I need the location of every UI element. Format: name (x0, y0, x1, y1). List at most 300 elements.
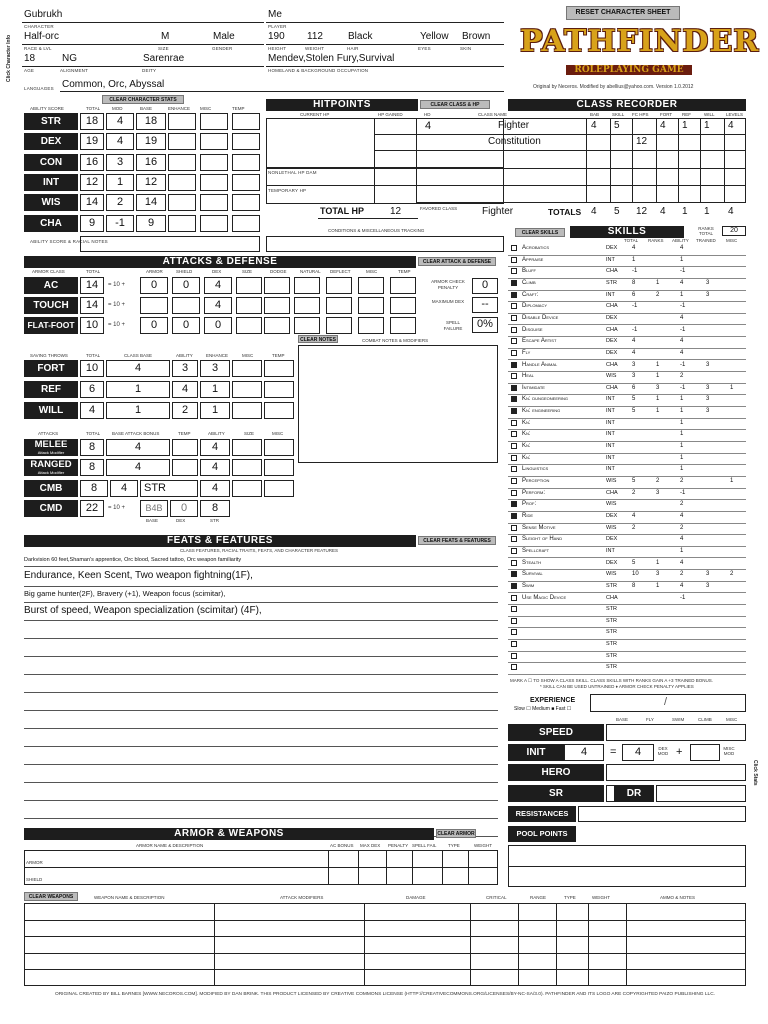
ac-dex[interactable]: 4 (204, 297, 232, 314)
skill-row[interactable] (508, 663, 746, 675)
class-skill[interactable]: 5 (614, 120, 620, 131)
ac-extra[interactable] (326, 317, 352, 334)
ac-shield[interactable]: 0 (172, 317, 200, 334)
xp-speed-options[interactable]: Slow ☐ Medium ■ Fast ☐ (514, 706, 572, 712)
skill-row[interactable] (508, 594, 746, 606)
total-skill[interactable]: 5 (614, 206, 620, 217)
skill-t[interactable]: -1 (632, 268, 638, 275)
ability-total[interactable]: 9 (80, 215, 104, 232)
feat-line[interactable]: Endurance, Keen Scent, Two weapon fightning(1F), (24, 567, 498, 587)
ability-extra[interactable] (200, 154, 228, 171)
skill-t[interactable]: 4 (632, 245, 636, 251)
skill-tr[interactable]: 3 (706, 384, 710, 391)
class-skill-checkbox[interactable] (511, 455, 519, 462)
skill-row[interactable] (508, 535, 746, 547)
class-fort[interactable]: 4 (660, 120, 666, 131)
skill-ab[interactable]: 1 (680, 291, 684, 298)
save-base[interactable]: 1 (106, 402, 170, 419)
weight[interactable]: 112 (307, 31, 323, 42)
save-base[interactable]: 4 (106, 360, 170, 377)
skill-t[interactable]: 2 (632, 524, 636, 531)
ability-extra[interactable] (168, 113, 196, 130)
save-ability[interactable]: 4 (172, 381, 198, 398)
skill-r[interactable]: 1 (656, 373, 660, 380)
ac-extra[interactable] (236, 297, 262, 314)
skill-row[interactable] (508, 454, 746, 466)
feat-line[interactable] (24, 693, 498, 711)
class-skill-checkbox[interactable] (511, 431, 519, 438)
class-skill-checkbox[interactable] (511, 466, 519, 473)
skill-ab[interactable]: 2 (680, 373, 684, 380)
gender[interactable]: Male (213, 31, 235, 42)
skill-t[interactable]: 4 (632, 512, 636, 519)
age[interactable]: 18 (24, 53, 36, 64)
attack-ranged-total[interactable]: 8 (80, 459, 104, 476)
skill-t[interactable]: 3 (632, 373, 636, 380)
ability-extra[interactable] (168, 154, 196, 171)
init-dex[interactable]: 4 (622, 744, 654, 761)
skill-ab[interactable]: 1 (680, 454, 684, 461)
cmb-bab[interactable]: 4 (110, 480, 138, 497)
ac-total-ac[interactable]: 14 (80, 277, 104, 294)
clear-armor-button[interactable]: CLEAR ARMOR (437, 831, 475, 837)
attack-extra[interactable] (232, 459, 262, 476)
clear-notes-button[interactable]: CLEAR NOTES (298, 335, 338, 343)
ac-dex[interactable]: 4 (204, 277, 232, 294)
cmb-total[interactable]: 8 (80, 480, 108, 497)
skill-ab[interactable]: 4 (680, 245, 684, 251)
combat-notes-field[interactable] (298, 345, 498, 463)
skill-ab[interactable]: 4 (680, 314, 684, 321)
attack-melee-temp[interactable] (172, 439, 198, 456)
favored-class-value[interactable]: Fighter (482, 206, 514, 217)
ability-extra[interactable] (200, 113, 228, 130)
skill-r[interactable]: 3 (656, 489, 660, 496)
skill-r[interactable]: 1 (656, 361, 660, 368)
total-will[interactable]: 1 (704, 206, 710, 217)
skill-row[interactable] (508, 256, 746, 268)
class-skill-checkbox[interactable] (511, 268, 519, 275)
ac-extra[interactable] (294, 297, 320, 314)
homeland[interactable]: Mendev,Stolen Fury,Survival (268, 53, 395, 64)
skill-row[interactable] (508, 326, 746, 338)
ability-base[interactable]: 18 (136, 113, 166, 130)
feat-line[interactable] (24, 711, 498, 729)
total-ref[interactable]: 1 (682, 206, 688, 217)
skill-ab[interactable]: 1 (680, 443, 684, 450)
skill-ab[interactable]: 1 (680, 431, 684, 438)
class-skill-checkbox[interactable] (511, 350, 519, 357)
side-tab-stats[interactable]: Click Stats (752, 760, 758, 786)
class-skill-checkbox[interactable] (511, 595, 519, 602)
skill-row[interactable] (508, 314, 746, 326)
attack-ranged-ability[interactable]: 4 (200, 459, 230, 476)
class-skill-checkbox[interactable] (511, 420, 519, 427)
class-skill-checkbox[interactable] (511, 338, 519, 345)
skill-t[interactable]: 4 (632, 349, 636, 356)
class-skill-checkbox[interactable] (511, 629, 519, 636)
save-ability[interactable]: 3 (172, 360, 198, 377)
attack-extra[interactable] (232, 439, 262, 456)
class-bab[interactable]: 4 (591, 120, 597, 131)
class-skill-checkbox[interactable] (511, 664, 519, 671)
speed-fields[interactable] (606, 724, 746, 741)
ability-extra[interactable] (232, 154, 260, 171)
skill-t[interactable]: 8 (632, 279, 636, 286)
skill-ab[interactable]: 4 (680, 536, 684, 543)
save-total[interactable]: 10 (80, 360, 104, 377)
skill-ab[interactable]: 1 (680, 256, 684, 263)
skill-ab[interactable]: -1 (680, 326, 686, 333)
skill-ab[interactable]: 1 (680, 419, 684, 426)
skill-r[interactable]: 1 (656, 582, 660, 589)
eyes[interactable]: Yellow (420, 31, 449, 42)
ac-armor[interactable] (140, 297, 168, 314)
ability-total[interactable]: 18 (80, 113, 104, 130)
ac-armor[interactable]: 0 (140, 317, 168, 334)
class-skill-checkbox[interactable] (511, 303, 519, 310)
ac-extra[interactable] (326, 277, 352, 294)
skill-ab[interactable]: -1 (680, 268, 686, 275)
skill-t[interactable]: 5 (632, 559, 636, 566)
cmd-total[interactable]: 22 (80, 500, 104, 517)
ability-total[interactable]: 16 (80, 154, 104, 171)
skill-t[interactable]: -1 (632, 326, 638, 333)
skill-row[interactable] (508, 547, 746, 559)
conditions-field[interactable] (266, 236, 504, 252)
skill-tr[interactable]: 3 (706, 408, 710, 415)
save-extra[interactable] (232, 360, 262, 377)
total-fort[interactable]: 4 (660, 206, 666, 217)
ac-extra[interactable] (358, 297, 384, 314)
skill-t[interactable]: 2 (632, 489, 636, 496)
cmd-str[interactable]: 0 (170, 500, 198, 517)
clear-class-hp-button[interactable]: CLEAR CLASS & HP (420, 100, 490, 109)
skill-row[interactable] (508, 582, 746, 594)
skill-r[interactable]: 2 (656, 291, 660, 298)
ranks-total-value[interactable]: 20 (722, 226, 746, 236)
skill-ab[interactable]: 4 (680, 279, 684, 286)
skill-row[interactable] (508, 291, 746, 303)
skill-row[interactable] (508, 489, 746, 501)
class-skill-checkbox[interactable] (511, 606, 519, 613)
cmb-ability[interactable]: 4 (200, 480, 230, 497)
skill-m[interactable]: 1 (730, 478, 734, 484)
total-levels[interactable]: 4 (728, 206, 734, 217)
skill-r[interactable]: 3 (656, 384, 660, 391)
skill-row[interactable] (508, 372, 746, 384)
skill-tr[interactable]: 3 (706, 396, 710, 403)
ability-mod[interactable]: 4 (106, 113, 134, 130)
skill-row[interactable] (508, 524, 746, 536)
ability-mod[interactable]: 3 (106, 154, 134, 171)
ability-extra[interactable] (200, 133, 228, 150)
skill-tr[interactable]: 3 (706, 582, 710, 589)
skill-ab[interactable]: 1 (680, 547, 684, 554)
skill-ab[interactable]: 1 (680, 466, 684, 473)
ability-mod[interactable]: 2 (106, 194, 134, 211)
class-skill-checkbox[interactable] (511, 653, 519, 660)
cmb-ability-name[interactable]: STR (140, 480, 198, 497)
feat-line[interactable] (24, 675, 498, 693)
ac-total-touch[interactable]: 14 (80, 297, 104, 314)
feat-line[interactable]: Big game hunter(2F), Bravery (+1), Weapon focus (scimitar), (24, 587, 498, 603)
ability-base[interactable]: 16 (136, 154, 166, 171)
skill-t[interactable]: 5 (632, 396, 636, 403)
skill-ab[interactable]: 2 (680, 478, 684, 484)
ability-extra[interactable] (168, 174, 196, 191)
skill-row[interactable] (508, 349, 746, 361)
ac-extra[interactable] (236, 277, 262, 294)
race[interactable]: Half-orc (24, 31, 60, 42)
skill-ab[interactable]: -1 (680, 489, 686, 496)
ac-extra[interactable] (358, 317, 384, 334)
skill-t[interactable]: 5 (632, 408, 636, 415)
skill-row[interactable] (508, 500, 746, 512)
ability-total[interactable]: 19 (80, 133, 104, 150)
ability-extra[interactable] (232, 194, 260, 211)
ability-extra[interactable] (200, 194, 228, 211)
experience-field[interactable] (590, 694, 746, 712)
skill-tr[interactable]: 3 (706, 361, 710, 368)
class-skill-checkbox[interactable] (511, 257, 519, 264)
class-skill-checkbox[interactable] (511, 571, 519, 578)
save-enhance[interactable]: 1 (200, 402, 230, 419)
attack-ranged-bab[interactable]: 4 (106, 459, 170, 476)
class-skill-checkbox[interactable] (511, 536, 519, 543)
skill-row[interactable] (508, 361, 746, 373)
skill-row[interactable] (508, 407, 746, 419)
class-skill-checkbox[interactable] (511, 501, 519, 508)
character-name[interactable]: Gubrukh (24, 9, 63, 20)
ability-extra[interactable] (168, 215, 196, 232)
size[interactable]: M (161, 31, 170, 42)
skill-m[interactable]: 1 (730, 384, 734, 391)
total-hp-value[interactable]: 12 (390, 206, 402, 217)
ability-extra[interactable] (200, 174, 228, 191)
skill-row[interactable] (508, 302, 746, 314)
skill-ab[interactable]: -1 (680, 361, 686, 368)
ability-mod[interactable]: 1 (106, 174, 134, 191)
skill-t[interactable]: 6 (632, 291, 636, 298)
maxdex-value[interactable]: -- (472, 297, 498, 313)
class-skill-checkbox[interactable] (511, 408, 519, 415)
height[interactable]: 190 (268, 31, 285, 42)
skill-row[interactable] (508, 465, 746, 477)
class-skill-checkbox[interactable] (511, 373, 519, 380)
clear-character-stats-button[interactable]: CLEAR CHARACTER STATS (102, 95, 184, 104)
hd-value[interactable]: 4 (425, 120, 432, 132)
ability-base[interactable]: 9 (136, 215, 166, 232)
save-extra[interactable] (232, 381, 262, 398)
class-levels[interactable]: 4 (728, 120, 734, 131)
alignment[interactable]: NG (62, 53, 77, 64)
resistances-field[interactable] (578, 806, 746, 822)
skill-ab[interactable]: 1 (680, 396, 684, 403)
class-skill-checkbox[interactable] (511, 513, 519, 520)
ac-extra[interactable] (390, 317, 416, 334)
cmb-extra[interactable] (232, 480, 262, 497)
attack-extra[interactable] (264, 439, 294, 456)
class-grid[interactable] (416, 118, 746, 203)
spell-failure-value[interactable]: 0% (472, 317, 498, 333)
skill-row[interactable] (508, 652, 746, 664)
feat-line[interactable] (24, 729, 498, 747)
skill-row[interactable] (508, 628, 746, 640)
save-enhance[interactable]: 3 (200, 360, 230, 377)
skill-m[interactable]: 2 (730, 571, 734, 578)
skill-row[interactable] (508, 430, 746, 442)
player-name[interactable]: Me (268, 9, 282, 20)
cmd-b4b[interactable]: B4B (140, 500, 168, 517)
skill-r[interactable]: 1 (656, 396, 660, 403)
class-skill-checkbox[interactable] (511, 443, 519, 450)
ac-extra[interactable] (236, 317, 262, 334)
hair[interactable]: Black (348, 31, 373, 42)
skill-t[interactable]: 6 (632, 384, 636, 391)
acp-value[interactable]: 0 (472, 278, 498, 294)
ac-extra[interactable] (264, 277, 290, 294)
skill-ab[interactable]: 2 (680, 571, 684, 578)
skill-row[interactable] (508, 337, 746, 349)
class-skill-checkbox[interactable] (511, 280, 519, 287)
ability-total[interactable]: 14 (80, 194, 104, 211)
feat-line[interactable]: Darkvision 60 feet,Shaman's apprentice, Orc blood, Sacred tattoo, Orc weapon familiarity (24, 555, 498, 567)
skill-ab[interactable]: 2 (680, 501, 684, 508)
skill-row[interactable] (508, 605, 746, 617)
attack-melee-total[interactable]: 8 (80, 439, 104, 456)
skill-t[interactable]: 8 (632, 582, 636, 589)
class-name[interactable]: Constitution (488, 136, 541, 147)
reset-character-sheet-button[interactable]: RESET CHARACTER SHEET (566, 6, 680, 20)
total-fc[interactable]: 12 (636, 206, 648, 217)
ability-base[interactable]: 12 (136, 174, 166, 191)
feat-line[interactable] (24, 657, 498, 675)
class-skill-checkbox[interactable] (511, 560, 519, 567)
skill-ab[interactable]: 4 (680, 512, 684, 519)
skill-row[interactable] (508, 617, 746, 629)
weapons-table[interactable] (24, 903, 746, 986)
feat-line[interactable] (24, 765, 498, 783)
skill-r[interactable]: 1 (656, 279, 660, 286)
skill-r[interactable]: 1 (656, 559, 660, 566)
class-skill-checkbox[interactable] (511, 548, 519, 555)
ac-extra[interactable] (264, 317, 290, 334)
ac-shield[interactable]: 0 (172, 277, 200, 294)
ac-extra[interactable] (390, 297, 416, 314)
skill-row[interactable] (508, 419, 746, 431)
deity[interactable]: Sarenrae (143, 53, 185, 64)
total-bab[interactable]: 4 (591, 206, 597, 217)
feat-line[interactable] (24, 621, 498, 639)
attack-ranged-temp[interactable] (172, 459, 198, 476)
ac-extra[interactable] (326, 297, 352, 314)
ac-extra[interactable] (264, 297, 290, 314)
skill-r[interactable]: 1 (656, 408, 660, 415)
ac-total-flat[interactable]: 10 (80, 317, 104, 334)
ability-extra[interactable] (168, 194, 196, 211)
skill-row[interactable] (508, 512, 746, 524)
skill-ab[interactable]: -1 (680, 303, 686, 310)
ability-extra[interactable] (232, 133, 260, 150)
class-skill-checkbox[interactable] (511, 396, 519, 403)
skill-ab[interactable]: 4 (680, 559, 684, 566)
ac-extra[interactable] (390, 277, 416, 294)
class-skill-checkbox[interactable] (511, 385, 519, 392)
class-ref[interactable]: 1 (682, 120, 688, 131)
ability-extra[interactable] (200, 215, 228, 232)
ability-base[interactable]: 14 (136, 194, 166, 211)
skill-t[interactable]: 4 (632, 338, 636, 345)
class-skill-checkbox[interactable] (511, 618, 519, 625)
skill-tr[interactable]: 3 (706, 291, 710, 298)
skill-row[interactable] (508, 384, 746, 396)
skill-t[interactable]: 1 (632, 256, 636, 263)
ability-base[interactable]: 19 (136, 133, 166, 150)
init-misc[interactable] (690, 744, 720, 761)
class-skill-checkbox[interactable] (511, 525, 519, 532)
feat-line[interactable] (24, 801, 498, 819)
ac-extra[interactable] (358, 277, 384, 294)
skill-row[interactable] (508, 267, 746, 279)
hero-field[interactable] (606, 764, 746, 781)
clear-weapons-button[interactable]: CLEAR WEAPONS (24, 892, 78, 901)
skill-t[interactable]: -1 (632, 303, 638, 310)
init-total[interactable]: 4 (564, 744, 604, 761)
skill-ab[interactable]: -1 (680, 384, 686, 391)
class-fc[interactable]: 12 (636, 136, 648, 147)
skill-t[interactable]: 5 (632, 478, 636, 484)
ability-mod[interactable]: -1 (106, 215, 134, 232)
skill-ab[interactable]: 4 (680, 338, 684, 345)
side-tab-character-info[interactable]: Click Character Info (6, 34, 12, 82)
skill-row[interactable] (508, 477, 746, 489)
class-name[interactable]: Fighter (498, 120, 530, 131)
ability-extra[interactable] (232, 174, 260, 191)
save-ability[interactable]: 2 (172, 402, 198, 419)
dr-field[interactable] (656, 785, 746, 802)
skill-row[interactable] (508, 559, 746, 571)
skill-ab[interactable]: 4 (680, 349, 684, 356)
skill-t[interactable]: 3 (632, 361, 636, 368)
ac-armor[interactable]: 0 (140, 277, 168, 294)
skill-r[interactable]: 3 (656, 571, 660, 578)
skill-tr[interactable]: 3 (706, 571, 710, 578)
class-skill-checkbox[interactable] (511, 641, 519, 648)
clear-skills-button[interactable]: CLEAR SKILLS (515, 228, 565, 237)
skill-row[interactable] (508, 570, 746, 582)
skill-row[interactable] (508, 442, 746, 454)
class-skill-checkbox[interactable] (511, 315, 519, 322)
class-will[interactable]: 1 (704, 120, 710, 131)
skill-row[interactable] (508, 279, 746, 291)
ac-extra[interactable] (294, 277, 320, 294)
feat-line[interactable] (24, 747, 498, 765)
skill-ab[interactable]: -1 (680, 594, 686, 601)
skill-ab[interactable]: 4 (680, 582, 684, 589)
languages[interactable]: Common, Orc, Abyssal (62, 79, 165, 90)
ability-notes-field[interactable] (80, 236, 260, 252)
save-extra[interactable] (264, 402, 294, 419)
skill-row[interactable] (508, 640, 746, 652)
class-skill-checkbox[interactable] (511, 292, 519, 299)
clear-attack-defense-button[interactable]: CLEAR ATTACK & DEFENSE (418, 257, 496, 266)
attack-melee-bab[interactable]: 4 (106, 439, 170, 456)
save-base[interactable]: 1 (106, 381, 170, 398)
class-skill-checkbox[interactable] (511, 583, 519, 590)
skill-tr[interactable]: 3 (706, 279, 710, 286)
ability-extra[interactable] (232, 215, 260, 232)
